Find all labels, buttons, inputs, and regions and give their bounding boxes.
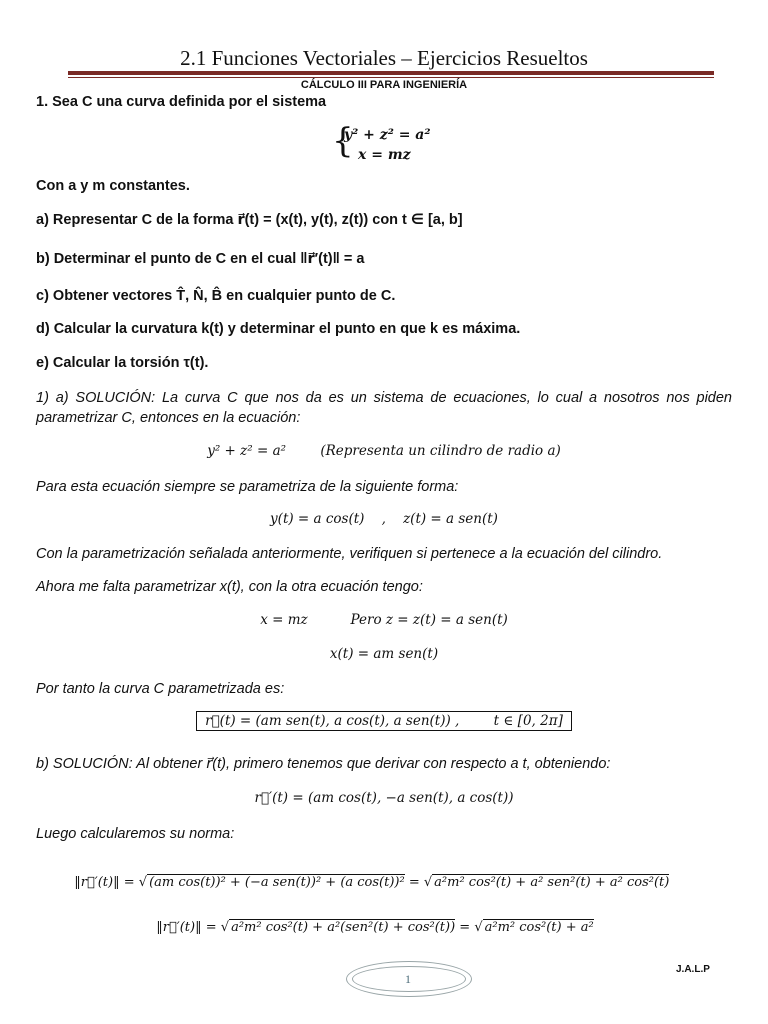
equation-norm-1: ‖r⃗′(t)‖ = √ (am cos(t))² + (−a sen(t))² + (a cos(t))² = √ a²m² cos²(t) + a² sen²(t) + a² cos²(t) — [74, 875, 670, 890]
norm1-radicand-2: a²m² cos²(t) + a² sen²(t) + a² cos²(t) — [434, 875, 670, 890]
norm1-radicand-1: (am cos(t))² + (−a sen(t))² + (a cos(t))² — [149, 875, 405, 890]
equation-norm-2: ‖r⃗′(t)‖ = √ a²m² cos²(t) + a²(sen²(t) + cos²(t)) = √ a²m² cos²(t) + a² — [156, 920, 594, 935]
norm1-lhs: ‖r⃗′(t)‖ = — [74, 875, 139, 890]
problem-part-a: a) Representar C de la forma r⃗(t) = (x(t), y(t), z(t)) con t ∈ [a, b] — [36, 212, 463, 228]
equation-derivative: r⃗′(t) = (am cos(t), −a sen(t), a cos(t)) — [254, 790, 514, 806]
system-eq-2: x = mz — [358, 147, 411, 163]
equation-param: y(t) = a cos(t) , z(t) = a sen(t) — [270, 511, 498, 527]
solution-b-text: b) SOLUCIÓN: Al obtener r⃗(t), primero tenemos que derivar con respecto a t, obteniendo: — [36, 756, 611, 772]
problem-part-b: b) Determinar el punto de C en el cual ‖r⃗′(t)‖ = a — [36, 251, 365, 267]
author-initials: J.A.L.P — [676, 964, 710, 975]
problem-constants: Con a y m constantes. — [36, 178, 190, 194]
equation-x-relation: x = mz Pero z = z(t) = a sen(t) — [260, 612, 508, 628]
system-eq-1: y² + z² = a² — [344, 127, 431, 143]
norm2-lhs: ‖r⃗′(t)‖ = — [156, 920, 221, 935]
problem-part-d: d) Calcular la curvatura k(t) y determinar el punto en que k es máxima. — [36, 321, 521, 337]
text-param-x: Ahora me falta parametrizar x(t), con la otra ecuación tengo: — [36, 579, 423, 595]
boxed-result — [0, 712, 768, 730]
norm2-radicand-1: a²m² cos²(t) + a²(sen²(t) + cos²(t)) — [231, 920, 456, 935]
text-param: Para esta ecuación siempre se parametriza de la siguiente forma: — [36, 479, 459, 495]
course-subtitle: CÁLCULO III PARA INGENIERÍA — [300, 79, 468, 91]
header-rule-thick — [68, 71, 714, 75]
problem-part-c: c) Obtener vectores T̂, N̂, B̂ en cualquier punto de C. — [36, 288, 396, 304]
equation-x-param: x(t) = am sen(t) — [329, 646, 439, 662]
page-number: 1 — [405, 972, 411, 986]
problem-part-e: e) Calcular la torsión τ(t). — [36, 355, 209, 371]
header-rule-thin — [68, 77, 714, 78]
boxed-equation: r⃗(t) = (am sen(t), a cos(t), a sen(t)) , t ∈ [0, 2π] — [196, 711, 572, 731]
solution-a-text: 1) a) SOLUCIÓN: La curva C que nos da es un sistema de ecuaciones, lo cual a nosotros nos piden parametrizar C, entonces en la ecuación: — [36, 390, 732, 426]
text-verify: Con la parametrización señalada anteriormente, verifiquen si pertenece a la ecuación del cilindro. — [36, 546, 663, 562]
text-norm: Luego calcularemos su norma: — [36, 826, 235, 842]
text-result: Por tanto la curva C parametrizada es: — [36, 681, 285, 697]
equation-cylinder: y² + z² = a² (Representa un cilindro de radio a) — [207, 443, 561, 459]
page-title: 2.1 Funciones Vectoriales – Ejercicios Resueltos — [180, 46, 588, 70]
problem-intro: 1. Sea C una curva definida por el sistema — [36, 94, 327, 110]
system-brace: { — [332, 121, 354, 161]
norm2-radicand-2: a²m² cos²(t) + a² — [484, 920, 594, 935]
